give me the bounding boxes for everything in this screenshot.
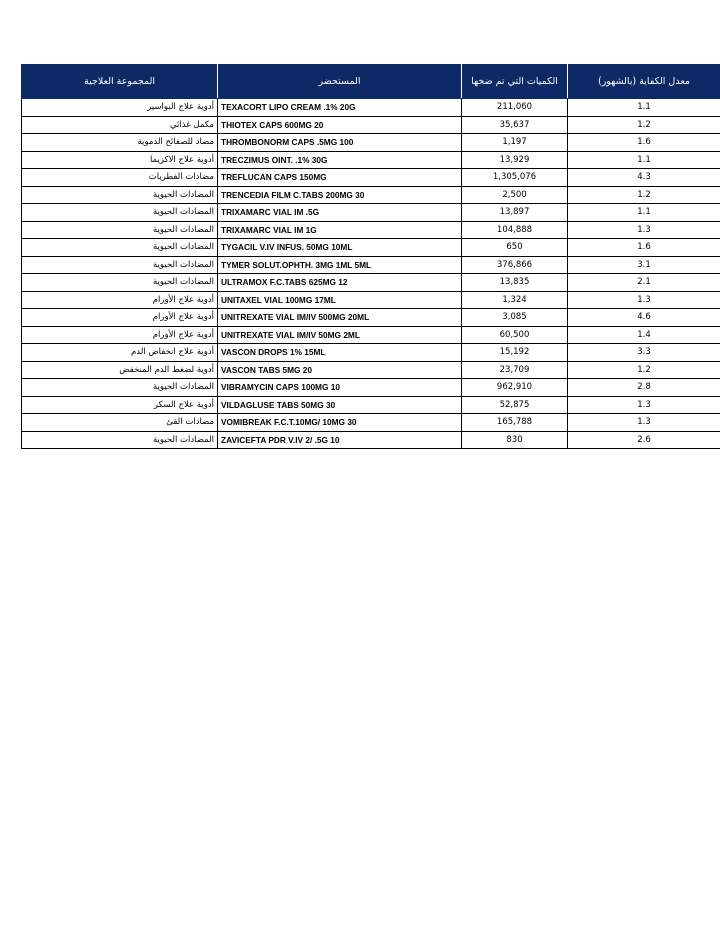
cell-group: مضادات الفطريات: [22, 169, 218, 187]
cell-rate: 1.3: [568, 291, 720, 309]
cell-rate: 1.6: [568, 134, 720, 152]
table-row: [22, 134, 720, 152]
cell-product: TEXACORT LIPO CREAM .1% 20G: [218, 99, 462, 117]
table-row: [22, 361, 720, 379]
cell-group: أدوية علاج انخفاض الدم: [22, 344, 218, 362]
cell-quantity: 52,875: [462, 396, 568, 414]
cell-product: THROMBONORM CAPS .5MG 100: [218, 134, 462, 152]
cell-quantity: 1,324: [462, 291, 568, 309]
cell-group: المضادات الحيوية: [22, 256, 218, 274]
table-row: [22, 239, 720, 257]
cell-rate: 2.8: [568, 379, 720, 397]
cell-quantity: 211,060: [462, 99, 568, 117]
table-header-row: [22, 65, 720, 99]
table-row: [22, 431, 720, 449]
cell-group: المضادات الحيوية: [22, 274, 218, 292]
header-product: المستحضر: [218, 65, 462, 99]
cell-quantity: 2,500: [462, 186, 568, 204]
cell-group: مضادات القئ: [22, 414, 218, 432]
table-row: [22, 151, 720, 169]
cell-rate: 4.3: [568, 169, 720, 187]
cell-quantity: 60,500: [462, 326, 568, 344]
cell-rate: 1.3: [568, 414, 720, 432]
cell-product: TRECZIMUS OINT. .1% 30G: [218, 151, 462, 169]
cell-quantity: 650: [462, 239, 568, 257]
table-row: [22, 274, 720, 292]
cell-rate: 4.6: [568, 309, 720, 327]
cell-rate: 1.1: [568, 204, 720, 222]
table-row: [22, 256, 720, 274]
cell-group: أدوية علاج الأورام: [22, 326, 218, 344]
cell-group: المضادات الحيوية: [22, 239, 218, 257]
table-row: [22, 99, 720, 117]
cell-rate: 1.2: [568, 186, 720, 204]
cell-quantity: 1,197: [462, 134, 568, 152]
cell-product: VASCON TABS 5MG 20: [218, 361, 462, 379]
cell-group: أدوية لضغط الدم المنخفض: [22, 361, 218, 379]
cell-group: المضادات الحيوية: [22, 186, 218, 204]
cell-rate: 1.6: [568, 239, 720, 257]
cell-rate: 1.3: [568, 221, 720, 239]
cell-group: المضادات الحيوية: [22, 221, 218, 239]
cell-group: مضاد للصفائح الدموية: [22, 134, 218, 152]
cell-product: UNITREXATE VIAL IM/IV 500MG 20ML: [218, 309, 462, 327]
table-row: [22, 204, 720, 222]
cell-product: TYMER SOLUT.OPHTH. 3MG 1ML 5ML: [218, 256, 462, 274]
cell-product: TYGACIL V.IV INFUS. 50MG 10ML: [218, 239, 462, 257]
cell-quantity: 13,929: [462, 151, 568, 169]
cell-rate: 2.6: [568, 431, 720, 449]
cell-quantity: 104,888: [462, 221, 568, 239]
cell-rate: 1.2: [568, 361, 720, 379]
cell-rate: 1.1: [568, 151, 720, 169]
cell-product: TREFLUCAN CAPS 150MG: [218, 169, 462, 187]
cell-group: مكمل غذائي: [22, 116, 218, 134]
cell-product: UNITAXEL VIAL 100MG 17ML: [218, 291, 462, 309]
table-row: [22, 396, 720, 414]
cell-group: أدوية علاج الاكزيما: [22, 151, 218, 169]
cell-quantity: 15,192: [462, 344, 568, 362]
cell-product: ZAVICEFTA PDR V.IV 2/ .5G 10: [218, 431, 462, 449]
cell-group: أدوية علاج الأورام: [22, 291, 218, 309]
cell-product: TRIXAMARC VIAL IM 1G: [218, 221, 462, 239]
table-row: [22, 344, 720, 362]
cell-quantity: 376,866: [462, 256, 568, 274]
cell-quantity: 830: [462, 431, 568, 449]
cell-quantity: 165,788: [462, 414, 568, 432]
table-row: [22, 221, 720, 239]
cell-product: VASCON DROPS 1% 15ML: [218, 344, 462, 362]
cell-product: VIBRAMYCIN CAPS 100MG 10: [218, 379, 462, 397]
header-rate: معدل الكفاية (بالشهور): [568, 65, 720, 99]
cell-quantity: 962,910: [462, 379, 568, 397]
cell-rate: 3.3: [568, 344, 720, 362]
table-row: [22, 414, 720, 432]
table-row: [22, 291, 720, 309]
cell-group: المضادات الحيوية: [22, 431, 218, 449]
cell-quantity: 3,085: [462, 309, 568, 327]
cell-group: أدوية علاج البواسير: [22, 99, 218, 117]
table-row: [22, 309, 720, 327]
cell-group: المضادات الحيوية: [22, 379, 218, 397]
cell-rate: 1.2: [568, 116, 720, 134]
cell-group: أدوية علاج السكر: [22, 396, 218, 414]
cell-product: TRENCEDIA FILM C.TABS 200MG 30: [218, 186, 462, 204]
header-group: المجموعة العلاجية: [22, 65, 218, 99]
table-row: [22, 379, 720, 397]
table-row: [22, 326, 720, 344]
cell-quantity: 13,835: [462, 274, 568, 292]
cell-group: أدوية علاج الأورام: [22, 309, 218, 327]
cell-quantity: 1,305,076: [462, 169, 568, 187]
table-row: [22, 186, 720, 204]
cell-product: UNITREXATE VIAL IM/IV 50MG 2ML: [218, 326, 462, 344]
cell-product: VOMIBREAK F.C.T.10MG/ 10MG 30: [218, 414, 462, 432]
cell-quantity: 35,637: [462, 116, 568, 134]
cell-rate: 1.3: [568, 396, 720, 414]
table-row: [22, 116, 720, 134]
cell-rate: 1.4: [568, 326, 720, 344]
cell-product: TRIXAMARC VIAL IM .5G: [218, 204, 462, 222]
cell-rate: 3.1: [568, 256, 720, 274]
cell-rate: 2.1: [568, 274, 720, 292]
cell-quantity: 23,709: [462, 361, 568, 379]
cell-product: ULTRAMOX F.C.TABS 625MG 12: [218, 274, 462, 292]
cell-product: THIOTEX CAPS 600MG 20: [218, 116, 462, 134]
efficiency-table: [21, 64, 720, 449]
cell-product: VILDAGLUSE TABS 50MG 30: [218, 396, 462, 414]
cell-quantity: 13,897: [462, 204, 568, 222]
cell-group: المضادات الحيوية: [22, 204, 218, 222]
cell-rate: 1.1: [568, 99, 720, 117]
efficiency-table-container: [21, 64, 720, 449]
table-row: [22, 169, 720, 187]
header-quantity: الكميات التي تم ضخها: [462, 65, 568, 99]
